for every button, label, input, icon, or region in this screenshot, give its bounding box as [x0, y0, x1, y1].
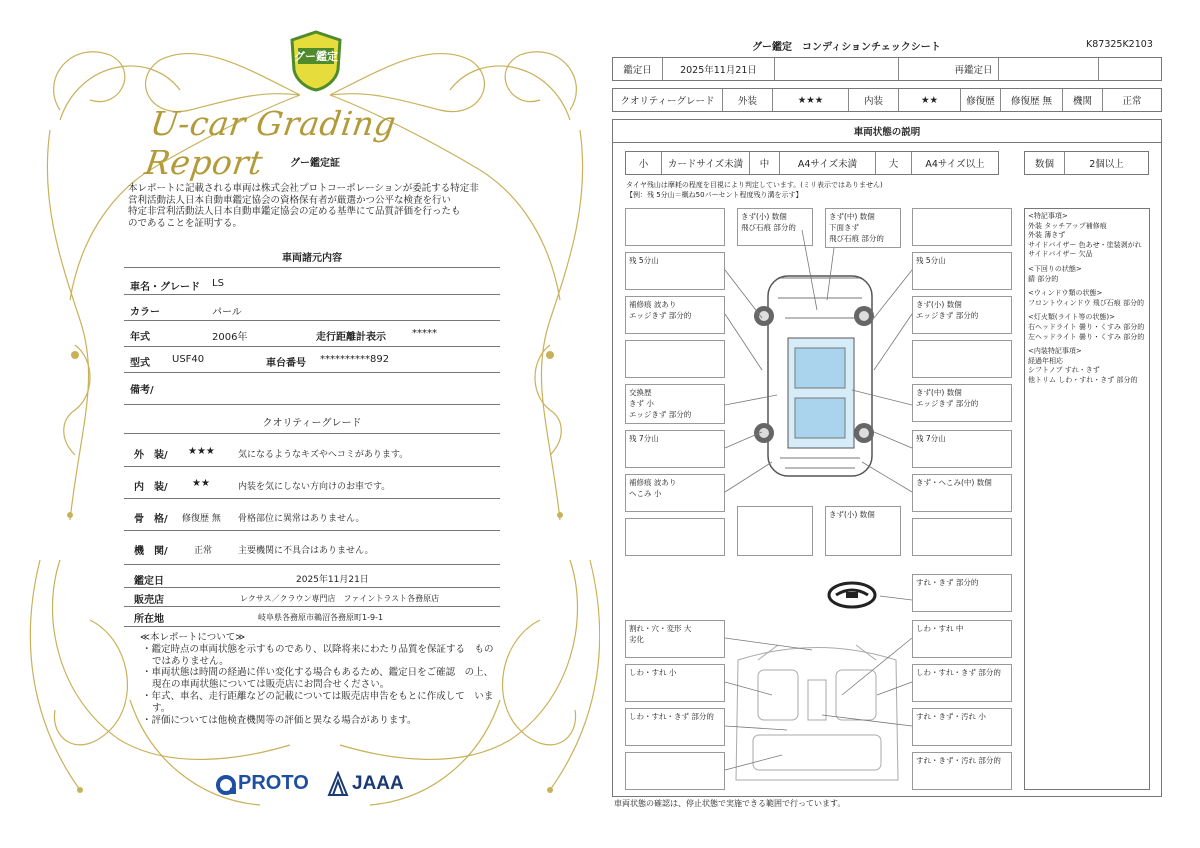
grade-exterior-value: ★★★ — [188, 446, 215, 457]
grade-interior-value: ★★ — [192, 478, 210, 489]
report-script-title: U-car Grading Report — [142, 104, 399, 182]
date-value: 2025年11月21日 — [663, 58, 775, 80]
interior-condition: しわ・すれ 小 — [625, 664, 725, 702]
condition-box-left-rear: 補修痕 波あり へこみ 小 — [625, 474, 725, 512]
remarks-panel: <特記事項> 外装 タッチアップ補修痕 外装 薄きず サイドバイザー 色あせ・塗装剥がれ サイドバイザー 欠品 <下回りの状態> 錆 部分的 <ウィンドウ類の状態> フロントウィンドウ 飛び石痕 部分的 <灯火類(ライト等の状態)> 右ヘッドライト 曇り・くすみ 部分的 左ヘッドライト 曇り・くすみ 部分的 <内装特記事項> 経過年相応 シフトノブ すれ・きず 他トリム しわ・すれ・きず 部分的 — [1024, 208, 1150, 790]
condition-box-rear-right: きず(小) 数個 — [825, 506, 901, 556]
proto-brand: PROTO — [238, 772, 309, 794]
steering-condition: すれ・きず 部分的 — [912, 574, 1012, 612]
chassis-label: 車台番号 — [266, 358, 306, 369]
condition-box-front-left: きず(小) 数個 飛び石痕 部分的 — [737, 208, 813, 246]
grade-frame-desc: 骨格部位に異常はありません。 — [238, 514, 365, 524]
divider — [124, 626, 500, 627]
divider — [124, 404, 500, 405]
shop-value: レクサス／クラウン専門店 ファイントラスト各務原店 — [240, 594, 440, 603]
divider — [124, 346, 500, 347]
address-value: 岐阜県各務原市鵜沼各務原町1-9-1 — [258, 613, 384, 622]
badge-text: グー鑑定 — [294, 50, 338, 63]
count-legend: 数個 2個以上 — [1024, 151, 1149, 175]
appraisal-date-row — [612, 57, 1162, 81]
mileage-value: ***** — [412, 328, 437, 339]
divider — [124, 587, 500, 588]
ext-value: ★★★ — [773, 89, 849, 111]
model-label: 型式 — [130, 358, 150, 369]
color-label: カラー — [130, 307, 160, 318]
color-value: パール — [212, 307, 242, 318]
divider — [124, 320, 500, 321]
int-value: ★★ — [899, 89, 961, 111]
divider — [124, 606, 500, 607]
ext-label: 外装 — [723, 89, 773, 111]
grade-interior-desc: 内装を気にしない方向けのお車です。 — [238, 482, 391, 492]
rep-value: 修復歴 無 — [1001, 89, 1063, 111]
divider — [124, 466, 500, 467]
interior-condition: しわ・すれ・きず 部分的 — [625, 708, 725, 746]
leader-lines — [612, 200, 1032, 800]
certificate-text: 本レポートに記載される車両は株式会社プロトコーポレーションが委託する特定非 営利活動法人日本自動車鑑定協会の資格保有者が厳選かつ公平な検査を行い 特定非営利活動法人日本自動車鑑定協会の定める基準にて品質評価を行ったも のであることを証明する。 — [128, 183, 479, 229]
chassis-value: **********892 — [320, 354, 390, 365]
grade-engine-label: 機 関/ — [134, 546, 168, 557]
tire-left-front: 残 5分山 — [625, 252, 725, 290]
year-value: 2006年 — [212, 332, 248, 343]
divider — [124, 433, 500, 434]
note-item: ・鑑定時点の車両状態を示すものであり、以降将来にわたり品質を保証する ものではありません。 — [142, 643, 494, 667]
grade-frame-value: 修復歴 無 — [182, 514, 221, 524]
notes-title: ≪本レポートについて≫ — [140, 632, 246, 643]
spec-section-title: 車両諸元内容 — [282, 253, 342, 264]
eng-value: 正常 — [1122, 96, 1142, 107]
note-item: ・車両状態は時間の経過に伴い変化する場合もあるため、鑑定日をご確認 の上、現在の車両状態については販売店にお問合せください。 — [142, 667, 494, 691]
jaaa-logo-icon — [327, 771, 349, 797]
sheet-title: グー鑑定 コンディションチェックシート — [752, 42, 941, 53]
tire-example: 【例：残 5分山＝概ね50パーセント程度残り溝を示す】 — [626, 191, 803, 199]
divider — [124, 498, 500, 499]
quality-grade-row — [612, 88, 1162, 112]
report-notes — [140, 632, 495, 726]
tire-right-front: 残 5分山 — [912, 252, 1012, 290]
tire-right-rear: 残 7分山 — [912, 430, 1012, 468]
note-item: ・評価については他検査機関等の評価と異なる場合があります。 — [142, 714, 417, 726]
divider — [124, 564, 500, 565]
section-title: 車両状態の説明 — [612, 119, 1162, 143]
divider — [124, 372, 500, 373]
shop-label: 販売店 — [134, 595, 164, 606]
remarks-label: 備考/ — [130, 385, 154, 396]
redate-label: 再鑑定日 — [949, 58, 999, 80]
condition-box-left-mid: 交換歴 きず 小 エッジきず 部分的 — [625, 384, 725, 424]
note-item: ・年式、車名、走行距離などの記載については販売店申告をもとに作成して います。 — [142, 690, 494, 714]
interior-condition: すれ・きず・汚れ 部分的 — [912, 752, 1012, 790]
condition-box-left-front: 補修痕 波あり エッジきず 部分的 — [625, 296, 725, 334]
tire-left-rear: 残 7分山 — [625, 430, 725, 468]
proto-logo-icon — [216, 774, 236, 796]
goo-appraisal-badge-icon — [288, 30, 344, 92]
name-label: 車名・グレード — [130, 282, 200, 293]
grade-frame-label: 骨 格/ — [134, 514, 168, 525]
rep-label: 修復歴 — [961, 89, 1001, 111]
tire-note: タイヤ残山は摩耗の程度を目視により判定しています。(ミリ表示ではありません) — [626, 181, 883, 189]
mileage-label: 走行距離計表示 — [316, 332, 386, 343]
int-label: 内装 — [849, 89, 899, 111]
grade-exterior-desc: 気になるようなキズやヘコミがあります。 — [238, 450, 409, 460]
divider — [124, 267, 500, 268]
interior-condition: しわ・すれ・きず 部分的 — [912, 664, 1012, 702]
date-label: 鑑定日 — [134, 576, 164, 587]
jaaa-brand: JAAA — [352, 773, 404, 794]
divider — [124, 294, 500, 295]
condition-box-front-right: きず(中) 数個 下面きず 飛び石痕 部分的 — [825, 208, 901, 248]
sheet-id: K87325K2103 — [1086, 39, 1153, 50]
eng-label: 機関 — [1063, 89, 1103, 111]
condition-box-right-front: きず(小) 数個 エッジきず 部分的 — [912, 296, 1012, 334]
year-label: 年式 — [130, 332, 150, 343]
model-value: USF40 — [172, 354, 205, 365]
grade-engine-desc: 主要機関に不具合はありません。 — [238, 546, 374, 556]
certificate-title: グー鑑定証 — [290, 158, 340, 169]
address-label: 所在地 — [134, 614, 164, 625]
condition-box-right-mid: きず(中) 数個 エッジきず 部分的 — [912, 384, 1012, 422]
size-legend: 小 カードサイズ未満 中 A4サイズ未満 大 A4サイズ以上 — [625, 151, 999, 175]
date-value: 2025年11月21日 — [296, 575, 369, 585]
grade-interior-label: 内 装/ — [134, 482, 168, 493]
sheet-footer: 車両状態の確認は、停止状態で実施できる範囲で行っています。 — [614, 799, 846, 808]
grade-engine-value: 正常 — [194, 546, 213, 556]
divider — [124, 530, 500, 531]
dashboard-condition: 割れ・穴・変形 大 劣化 — [625, 620, 725, 658]
qg-label: クオリティーグレード — [613, 89, 723, 111]
date-label: 鑑定日 — [613, 58, 663, 80]
condition-box-right-rear: きず・へこみ(中) 数個 — [912, 474, 1012, 512]
quality-section-title: クオリティーグレード — [262, 418, 362, 429]
interior-condition: しわ・すれ 中 — [912, 620, 1012, 658]
interior-condition: すれ・きず・汚れ 小 — [912, 708, 1012, 746]
grade-exterior-label: 外 装/ — [134, 450, 168, 461]
name-value: LS — [212, 278, 224, 289]
